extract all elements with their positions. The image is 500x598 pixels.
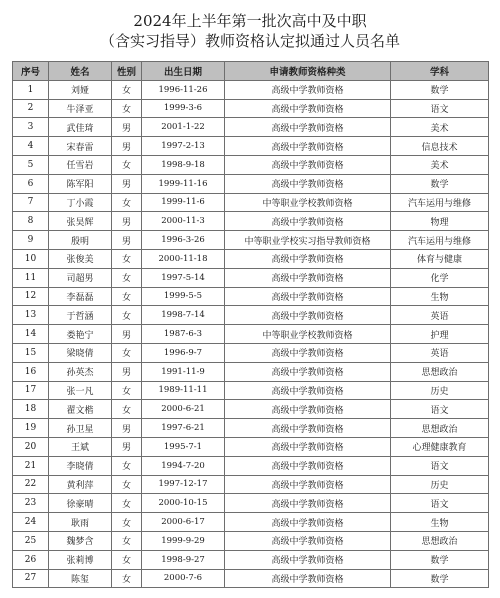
cell-gender: 男 [112,137,142,156]
cell-birthdate: 1998-9-27 [142,550,225,569]
cell-subject: 生物 [391,513,489,532]
cell-birthdate: 1997-2-13 [142,137,225,156]
table-row [13,212,489,231]
table-row [13,419,489,438]
cell-gender: 男 [112,362,142,381]
table-body [13,80,489,588]
cell-gender: 女 [112,550,142,569]
table-row [13,306,489,325]
cell-certificate-type: 高级中学教师资格 [225,99,391,118]
cell-name: 娄艳宁 [49,325,112,344]
cell-name: 梁晓倩 [49,343,112,362]
page-subtitle: （含实习指导）教师资格认定拟通过人员名单 [99,32,400,50]
cell-index: 26 [13,550,49,569]
cell-gender: 女 [112,155,142,174]
cell-subject: 数学 [391,80,489,99]
cell-certificate-type: 中等职业学校教师资格 [225,325,391,344]
table-row [13,381,489,400]
cell-index: 17 [13,381,49,400]
cell-certificate-type: 高级中学教师资格 [225,80,391,99]
cell-certificate-type: 高级中学教师资格 [225,268,391,287]
cell-gender: 男 [112,419,142,438]
cell-birthdate: 2000-11-3 [142,212,225,231]
cell-certificate-type: 高级中学教师资格 [225,531,391,550]
cell-certificate-type: 高级中学教师资格 [225,475,391,494]
cell-birthdate: 2001-1-22 [142,118,225,137]
cell-name: 李晓倩 [49,456,112,475]
cell-gender: 女 [112,475,142,494]
cell-birthdate: 1998-9-18 [142,155,225,174]
cell-subject: 数学 [391,174,489,193]
cell-birthdate: 1997-12-17 [142,475,225,494]
cell-gender: 女 [112,531,142,550]
table-row [13,400,489,419]
cell-gender: 女 [112,456,142,475]
cell-certificate-type: 中等职业学校教师资格 [225,193,391,212]
cell-certificate-type: 高级中学教师资格 [225,381,391,400]
table-header-row [13,62,489,81]
cell-birthdate: 1991-11-9 [142,362,225,381]
cell-name: 魏梦含 [49,531,112,550]
cell-gender: 女 [112,400,142,419]
cell-gender: 男 [112,118,142,137]
cell-index: 10 [13,249,49,268]
cell-name: 丁小霞 [49,193,112,212]
cell-subject: 心理健康教育 [391,437,489,456]
cell-name: 李磊磊 [49,287,112,306]
cell-certificate-type: 高级中学教师资格 [225,494,391,513]
cell-birthdate: 1996-9-7 [142,343,225,362]
cell-subject: 英语 [391,343,489,362]
cell-name: 黄利萍 [49,475,112,494]
cell-certificate-type: 高级中学教师资格 [225,306,391,325]
cell-name: 任雪岩 [49,155,112,174]
cell-index: 20 [13,437,49,456]
cell-name: 牛泽亚 [49,99,112,118]
cell-gender: 男 [112,212,142,231]
cell-birthdate: 2000-6-17 [142,513,225,532]
cell-birthdate: 2000-10-15 [142,494,225,513]
cell-index: 1 [13,80,49,99]
cell-birthdate: 1999-11-16 [142,174,225,193]
cell-subject: 历史 [391,475,489,494]
cell-birthdate: 2000-7-6 [142,569,225,588]
cell-certificate-type: 高级中学教师资格 [225,343,391,362]
cell-certificate-type: 中等职业学校实习指导教师资格 [225,231,391,250]
cell-gender: 女 [112,249,142,268]
cell-subject: 美术 [391,155,489,174]
cell-gender: 男 [112,231,142,250]
cell-certificate-type: 高级中学教师资格 [225,550,391,569]
cell-subject: 美术 [391,118,489,137]
cell-certificate-type: 高级中学教师资格 [225,456,391,475]
table-row [13,118,489,137]
cell-gender: 女 [112,193,142,212]
cell-index: 4 [13,137,49,156]
header-certificate-type: 申请教师资格种类 [225,62,391,81]
cell-name: 陈玺 [49,569,112,588]
cell-birthdate: 1999-11-6 [142,193,225,212]
cell-name: 徐豪晴 [49,494,112,513]
cell-birthdate: 1999-3-6 [142,99,225,118]
cell-gender: 女 [112,268,142,287]
header-gender: 性别 [112,62,142,81]
cell-name: 陈军阳 [49,174,112,193]
cell-index: 27 [13,569,49,588]
cell-subject: 物理 [391,212,489,231]
cell-index: 7 [13,193,49,212]
cell-birthdate: 1998-7-14 [142,306,225,325]
cell-index: 12 [13,287,49,306]
cell-certificate-type: 高级中学教师资格 [225,569,391,588]
cell-gender: 女 [112,99,142,118]
cell-gender: 女 [112,569,142,588]
cell-index: 9 [13,231,49,250]
cell-gender: 男 [112,325,142,344]
cell-name: 于哲涵 [49,306,112,325]
cell-subject: 生物 [391,287,489,306]
cell-subject: 汽车运用与维修 [391,193,489,212]
cell-name: 翟文楷 [49,400,112,419]
table-row [13,531,489,550]
cell-gender: 女 [112,494,142,513]
header-subject: 学科 [391,62,489,81]
cell-name: 司超男 [49,268,112,287]
table-row [13,513,489,532]
cell-subject: 思想政治 [391,362,489,381]
cell-birthdate: 1989-11-11 [142,381,225,400]
cell-subject: 汽车运用与维修 [391,231,489,250]
cell-name: 张昊辉 [49,212,112,231]
table-row [13,494,489,513]
table-row [13,325,489,344]
cell-name: 刘娅 [49,80,112,99]
cell-index: 8 [13,212,49,231]
table-row [13,550,489,569]
table-row [13,475,489,494]
cell-name: 张莉博 [49,550,112,569]
header-index: 序号 [13,62,49,81]
cell-name: 张一凡 [49,381,112,400]
cell-subject: 英语 [391,306,489,325]
cell-subject: 语文 [391,494,489,513]
cell-index: 16 [13,362,49,381]
table-row [13,343,489,362]
table-row [13,287,489,306]
cell-birthdate: 2000-11-18 [142,249,225,268]
page-title: 2024年上半年第一批次高中及中职 [133,12,367,30]
cell-index: 23 [13,494,49,513]
cell-index: 11 [13,268,49,287]
header-birthdate: 出生日期 [142,62,225,81]
cell-index: 15 [13,343,49,362]
cell-subject: 思想政治 [391,531,489,550]
table-row [13,80,489,99]
cell-index: 2 [13,99,49,118]
cell-gender: 女 [112,513,142,532]
cell-name: 宋春雷 [49,137,112,156]
cell-certificate-type: 高级中学教师资格 [225,137,391,156]
cell-gender: 女 [112,80,142,99]
cell-name: 孙卫星 [49,419,112,438]
cell-subject: 信息技术 [391,137,489,156]
cell-gender: 女 [112,343,142,362]
cell-subject: 护理 [391,325,489,344]
table-row [13,249,489,268]
cell-certificate-type: 高级中学教师资格 [225,155,391,174]
cell-index: 5 [13,155,49,174]
table-row [13,569,489,588]
cell-index: 3 [13,118,49,137]
cell-certificate-type: 高级中学教师资格 [225,174,391,193]
cell-birthdate: 1997-5-14 [142,268,225,287]
cell-birthdate: 1987-6-3 [142,325,225,344]
cell-certificate-type: 高级中学教师资格 [225,249,391,268]
cell-name: 孙英杰 [49,362,112,381]
header-name: 姓名 [49,62,112,81]
cell-subject: 语文 [391,400,489,419]
cell-birthdate: 1995-7-1 [142,437,225,456]
table-row [13,268,489,287]
cell-index: 22 [13,475,49,494]
cell-gender: 女 [112,287,142,306]
cell-subject: 语文 [391,456,489,475]
cell-birthdate: 1996-3-26 [142,231,225,250]
table-row [13,362,489,381]
cell-index: 14 [13,325,49,344]
table-row [13,174,489,193]
cell-certificate-type: 高级中学教师资格 [225,419,391,438]
cell-certificate-type: 高级中学教师资格 [225,118,391,137]
cell-index: 24 [13,513,49,532]
cell-birthdate: 2000-6-21 [142,400,225,419]
cell-certificate-type: 高级中学教师资格 [225,513,391,532]
cell-certificate-type: 高级中学教师资格 [225,437,391,456]
cell-name: 张俊美 [49,249,112,268]
table-row [13,99,489,118]
table-row [13,193,489,212]
candidate-table [12,61,489,588]
cell-birthdate: 1996-11-26 [142,80,225,99]
cell-subject: 化学 [391,268,489,287]
cell-certificate-type: 高级中学教师资格 [225,287,391,306]
cell-birthdate: 1997-6-21 [142,419,225,438]
cell-index: 13 [13,306,49,325]
cell-gender: 女 [112,306,142,325]
table-row [13,456,489,475]
cell-certificate-type: 高级中学教师资格 [225,400,391,419]
table-row [13,137,489,156]
cell-index: 25 [13,531,49,550]
cell-subject: 历史 [391,381,489,400]
cell-name: 王斌 [49,437,112,456]
cell-index: 18 [13,400,49,419]
cell-name: 殷明 [49,231,112,250]
cell-subject: 数学 [391,569,489,588]
cell-subject: 体育与健康 [391,249,489,268]
cell-gender: 女 [112,381,142,400]
cell-subject: 数学 [391,550,489,569]
cell-certificate-type: 高级中学教师资格 [225,212,391,231]
table-row [13,231,489,250]
cell-birthdate: 1999-5-5 [142,287,225,306]
cell-certificate-type: 高级中学教师资格 [225,362,391,381]
cell-index: 6 [13,174,49,193]
cell-gender: 男 [112,437,142,456]
cell-name: 武佳琦 [49,118,112,137]
table-row [13,437,489,456]
table-row [13,155,489,174]
cell-birthdate: 1994-7-20 [142,456,225,475]
cell-index: 19 [13,419,49,438]
cell-index: 21 [13,456,49,475]
cell-birthdate: 1999-9-29 [142,531,225,550]
cell-gender: 男 [112,174,142,193]
cell-subject: 语文 [391,99,489,118]
cell-name: 耿雨 [49,513,112,532]
cell-subject: 思想政治 [391,419,489,438]
